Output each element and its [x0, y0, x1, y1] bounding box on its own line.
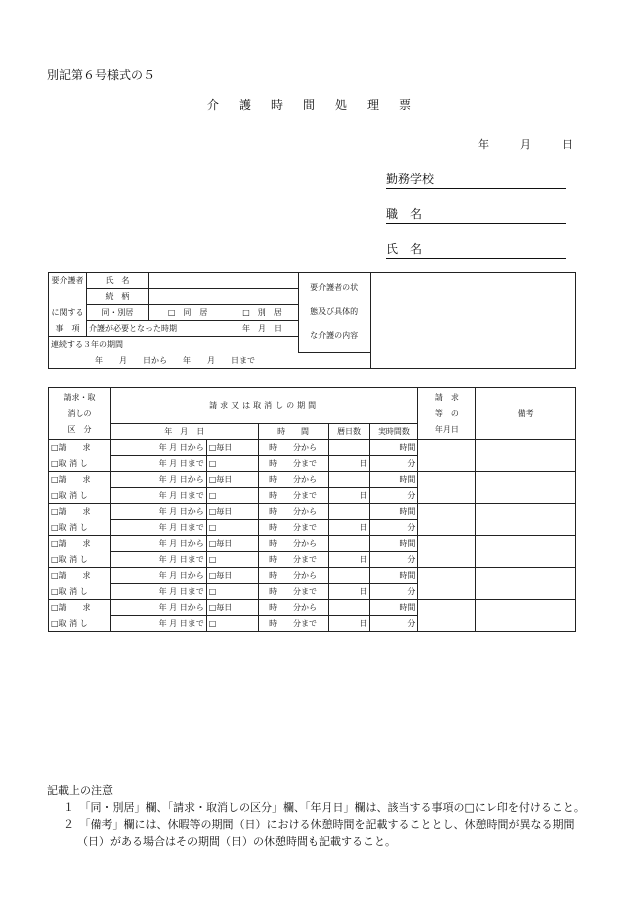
- days-cell[interactable]: [328, 440, 370, 456]
- claim-header-1: 請 求: [434, 392, 459, 402]
- care-recipient-table: [48, 272, 576, 369]
- claim-checkbox[interactable]: □請 求: [49, 504, 111, 520]
- cancel-checkbox[interactable]: □取 消 し: [49, 520, 111, 536]
- care-recipient-label-1: 要介護者: [49, 273, 87, 289]
- end-date[interactable]: 年 月 日まで: [110, 488, 206, 504]
- daily-checkbox[interactable]: □毎日: [206, 440, 258, 456]
- start-date[interactable]: 年 月 日から: [110, 504, 206, 520]
- period-row-claim: [49, 472, 576, 488]
- daily-checkbox[interactable]: □毎日: [206, 600, 258, 616]
- cohab-separate-checkbox[interactable]: □ 別 居: [226, 305, 298, 321]
- days-cell[interactable]: [328, 600, 370, 616]
- relation-row-label: 続 柄: [86, 289, 148, 305]
- claim-header-3: 年月日: [434, 424, 459, 434]
- care-recipient-label-2: に関する: [49, 305, 87, 321]
- claim-checkbox[interactable]: □請 求: [49, 600, 111, 616]
- hours-cell[interactable]: 時間: [370, 504, 418, 520]
- minutes-value[interactable]: 分: [370, 616, 418, 632]
- daily-checkbox[interactable]: □毎日: [206, 568, 258, 584]
- days-header: 暦日数: [328, 424, 370, 440]
- start-date[interactable]: 年 月 日から: [110, 472, 206, 488]
- consecutive-range[interactable]: 年 月 日から 年 月 日まで: [49, 352, 371, 368]
- period-row-claim: [49, 600, 576, 616]
- name-row-label: 氏 名: [86, 273, 148, 289]
- class-header: [49, 388, 111, 440]
- end-time[interactable]: 時 分まで: [258, 520, 328, 536]
- period-table: [48, 387, 576, 632]
- days-value[interactable]: 日: [328, 488, 370, 504]
- claim-date-cell[interactable]: [418, 568, 476, 600]
- days-cell[interactable]: [328, 472, 370, 488]
- date-month-label: 月: [520, 138, 531, 151]
- end-time[interactable]: 時 分まで: [258, 552, 328, 568]
- state-label-3: な介護の内容: [310, 331, 359, 341]
- end-time[interactable]: 時 分まで: [258, 616, 328, 632]
- start-time[interactable]: 時 分から: [258, 504, 328, 520]
- start-date[interactable]: 年 月 日から: [110, 600, 206, 616]
- end-date[interactable]: 年 月 日まで: [110, 456, 206, 472]
- days-cell[interactable]: [328, 536, 370, 552]
- start-time[interactable]: 時 分から: [258, 536, 328, 552]
- claim-checkbox[interactable]: □請 求: [49, 472, 111, 488]
- name-label: 氏 名: [386, 242, 423, 256]
- specific-checkbox[interactable]: □: [206, 552, 258, 568]
- care-recipient-label-3: 事 項: [49, 321, 87, 337]
- date-year-label: 年: [478, 138, 489, 151]
- date-day-label: 日: [562, 138, 573, 151]
- ymd-header: 年 月 日: [110, 424, 258, 440]
- note-1: １ 「同・別居」欄、「請求・取消しの区分」欄、「年月日」欄は、該当する事項の□にレ印を付けること。: [63, 801, 585, 814]
- days-value[interactable]: 日: [328, 584, 370, 600]
- period-row-claim: [49, 440, 576, 456]
- note-2: ２ 「備考」欄には、休暇等の期間（日）における休憩時間を記載することとし、休憩時間が異なる期間（日）がある場合はその期間（日）の休憩時間も記載すること。: [63, 818, 575, 848]
- days-cell[interactable]: [328, 504, 370, 520]
- specific-checkbox[interactable]: □: [206, 456, 258, 472]
- time-header: 時 間: [258, 424, 328, 440]
- daily-checkbox[interactable]: □毎日: [206, 536, 258, 552]
- claim-checkbox[interactable]: □請 求: [49, 440, 111, 456]
- cohab-label: 同・別居: [86, 305, 148, 321]
- claim-checkbox[interactable]: □請 求: [49, 536, 111, 552]
- remarks-cell[interactable]: [476, 536, 576, 568]
- start-date[interactable]: 年 月 日から: [110, 568, 206, 584]
- claim-date-cell[interactable]: [418, 504, 476, 536]
- days-cell[interactable]: [328, 568, 370, 584]
- hours-cell[interactable]: 時間: [370, 472, 418, 488]
- end-time[interactable]: 時 分まで: [258, 584, 328, 600]
- specific-checkbox[interactable]: □: [206, 520, 258, 536]
- class-header-2: 消しの: [67, 408, 92, 418]
- name-field[interactable]: [386, 240, 566, 259]
- remarks-cell[interactable]: [476, 472, 576, 504]
- specific-checkbox[interactable]: □: [206, 488, 258, 504]
- date-line: [478, 136, 573, 152]
- remarks-cell[interactable]: [476, 568, 576, 600]
- remarks-cell[interactable]: [476, 440, 576, 472]
- start-time[interactable]: 時 分から: [258, 440, 328, 456]
- period-header: 請求又は取消しの期間: [110, 388, 418, 424]
- remarks-header: 備考: [476, 388, 576, 440]
- need-period-date[interactable]: 年 月 日: [226, 321, 298, 337]
- form-title: 介護時間処理票: [206, 98, 431, 112]
- form-id: 別記第６号様式の５: [47, 68, 156, 82]
- need-period-label: 介護が必要となった時期: [86, 321, 226, 337]
- claim-header-2: 等 の: [434, 408, 459, 418]
- end-date[interactable]: 年 月 日まで: [110, 552, 206, 568]
- state-label-1: 要介護者の状: [310, 283, 359, 293]
- cancel-checkbox[interactable]: □取 消 し: [49, 456, 111, 472]
- school-field[interactable]: [386, 170, 566, 189]
- cancel-checkbox[interactable]: □取 消 し: [49, 488, 111, 504]
- consecutive-label: 連続する３年の期間: [49, 337, 299, 353]
- period-row-claim: [49, 536, 576, 552]
- claim-date-cell[interactable]: [418, 536, 476, 568]
- cohab-same-checkbox[interactable]: □ 同 居: [148, 305, 226, 321]
- end-date[interactable]: 年 月 日まで: [110, 616, 206, 632]
- days-value[interactable]: 日: [328, 616, 370, 632]
- days-value[interactable]: 日: [328, 520, 370, 536]
- start-time[interactable]: 時 分から: [258, 472, 328, 488]
- class-header-1: 請求・取: [63, 392, 96, 402]
- remarks-cell[interactable]: [476, 504, 576, 536]
- period-row-claim: [49, 568, 576, 584]
- state-label: [298, 273, 370, 353]
- days-value[interactable]: 日: [328, 552, 370, 568]
- notes: [47, 782, 587, 850]
- end-time[interactable]: 時 分まで: [258, 488, 328, 504]
- period-row-claim: [49, 504, 576, 520]
- cancel-checkbox[interactable]: □取 消 し: [49, 552, 111, 568]
- class-header-3: 区 分: [67, 424, 92, 434]
- start-time[interactable]: 時 分から: [258, 568, 328, 584]
- title-field[interactable]: [386, 205, 566, 224]
- minutes-value[interactable]: 分: [370, 552, 418, 568]
- job-title-label: 職 名: [386, 207, 423, 221]
- start-date[interactable]: 年 月 日から: [110, 536, 206, 552]
- remarks-cell[interactable]: [476, 600, 576, 632]
- claim-date-cell[interactable]: [418, 440, 476, 472]
- claim-date-cell[interactable]: [418, 472, 476, 504]
- hours-cell[interactable]: 時間: [370, 568, 418, 584]
- claim-checkbox[interactable]: □請 求: [49, 568, 111, 584]
- specific-checkbox[interactable]: □: [206, 584, 258, 600]
- minutes-value[interactable]: 分: [370, 520, 418, 536]
- end-time[interactable]: 時 分まで: [258, 456, 328, 472]
- end-date[interactable]: 年 月 日まで: [110, 584, 206, 600]
- minutes-value[interactable]: 分: [370, 456, 418, 472]
- cancel-checkbox[interactable]: □取 消 し: [49, 616, 111, 632]
- daily-checkbox[interactable]: □毎日: [206, 472, 258, 488]
- minutes-value[interactable]: 分: [370, 584, 418, 600]
- notes-heading: 記載上の注意: [47, 784, 113, 797]
- start-time[interactable]: 時 分から: [258, 600, 328, 616]
- hours-cell[interactable]: 時間: [370, 440, 418, 456]
- specific-checkbox[interactable]: □: [206, 616, 258, 632]
- cancel-checkbox[interactable]: □取 消 し: [49, 584, 111, 600]
- name-row-value[interactable]: [148, 273, 298, 289]
- end-date[interactable]: 年 月 日まで: [110, 520, 206, 536]
- claim-date-header: [418, 388, 476, 440]
- school-label: 勤務学校: [386, 172, 435, 186]
- start-date[interactable]: 年 月 日から: [110, 440, 206, 456]
- hours-cell[interactable]: 時間: [370, 600, 418, 616]
- claim-date-cell[interactable]: [418, 600, 476, 632]
- relation-row-value[interactable]: [148, 289, 298, 305]
- state-label-2: 態及び具体的: [310, 307, 359, 317]
- hours-cell[interactable]: 時間: [370, 536, 418, 552]
- state-value[interactable]: [370, 273, 575, 369]
- days-value[interactable]: 日: [328, 456, 370, 472]
- daily-checkbox[interactable]: □毎日: [206, 504, 258, 520]
- hours-header: 実時間数: [370, 424, 418, 440]
- minutes-value[interactable]: 分: [370, 488, 418, 504]
